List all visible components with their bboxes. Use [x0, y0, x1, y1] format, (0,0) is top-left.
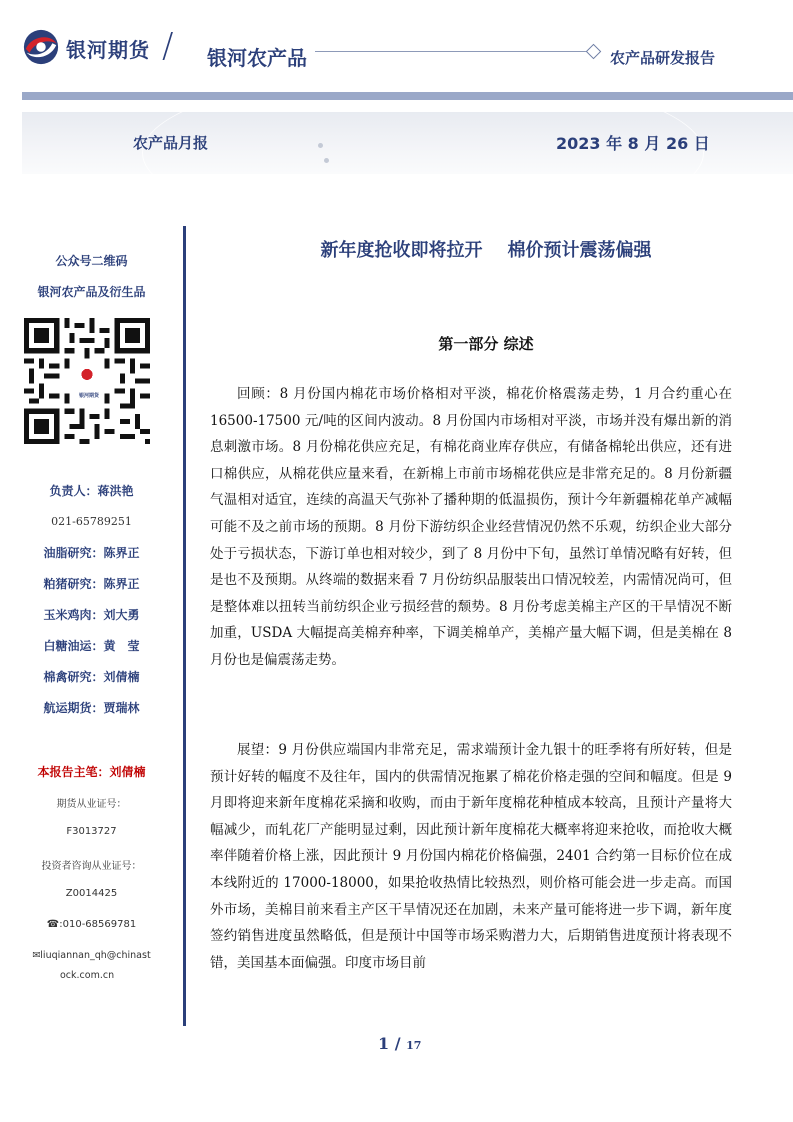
- page-separator: /: [389, 1034, 407, 1053]
- consult-label: 投资者咨询从业证号：: [41, 861, 142, 872]
- report-type: 农产品研发报告: [610, 49, 716, 67]
- analyst-item: 粕猪研究：陈界正: [43, 577, 140, 591]
- diamond-icon: [586, 44, 602, 60]
- analyst-item: 玉米鸡肉：刘大勇: [43, 608, 140, 622]
- analyst-item: 油脂研究：陈界正: [43, 546, 140, 560]
- sub-brand-name: 银河农产品: [207, 46, 307, 70]
- lead-analyst: 负责人：蒋洪艳: [49, 484, 134, 498]
- report-author: 本报告主笔：刘倩楠: [37, 765, 146, 779]
- qr-caption-account: 银河农产品及衍生品: [37, 285, 146, 299]
- report-title: 新年度抢收即将拉开 棉价预计震荡偏强: [320, 240, 652, 261]
- author-email-continued[interactable]: ock.com.cn: [60, 970, 115, 981]
- consult-number: Z0014425: [65, 888, 118, 899]
- analyst-item: 棉禽研究：刘倩楠: [43, 670, 140, 684]
- author-email[interactable]: ✉liuqiannan_qh@chinast: [32, 950, 151, 961]
- author-phone: ☎:010-68569781: [46, 919, 137, 930]
- qr-code-icon: [24, 318, 150, 444]
- outlook-text: 展望：9 月份供应端国内非常充足，需求端预计金九银十的旺季将有所好转，但是预计好转的幅度不及往年，国内的供需情况拖累了棉花价格走强的空间和幅度。但是 9 月即将迎来新年度棉花采摘和收购，而由于新年度棉花种植成本较高，且预计产量将大幅减少，而轧花厂产能明显过剩，因此预计新年度棉花大概率将迎来抢收，而抢收大概率伴随着价格上涨，因此预计 9 月份国内棉花价格偏强，2401 合约第一目标价位在成本线附近的 17000-18000，如果抢收热情比较热烈，则价格可能会进一步走高。而国外市场，美棉目前来看主产区干旱情况还在加剧，未来产量可能将进一步下调，新年度签约销售进度虽然略低，但是预计中国等市场采购潜力大，后期销售进度预计将表现不错，美国基本面偏强。印度市场目前: [210, 742, 732, 971]
- header-blue-band: [22, 92, 793, 100]
- review-text: 回顾：8 月份国内棉花市场价格相对平淡，棉花价格震荡走势，1 月合约重心在 16500-17500 元/吨的区间内波动。8 月份国内市场相对平淡，市场并没有爆出新的消息刺激市场。8 月份棉花供应充足，有棉花商业库存供应，有储备棉轮出供应，还有进口棉供应，从棉花供应量来看，在新棉上市前市场棉花供应是非常充足的。8 月份新疆气温相对适宜，连续的高温天气弥补了播种期的低温损伤，预计今年新疆棉花单产减幅可能不及之前市场的预期。8 月份下游纺织企业经营情况仍然不乐观，纺织企业大部分处于亏损状态，下游订单也相对较少，到了 8 月份中下旬，虽然订单情况略有好转，但是也不及预期。从终端的数据来看 7 月份纺织品服装出口情况较差，内需情况尚可，但是整体难以扭转当前纺织企业亏损经营的颓势。8 月份考虑美棉主产区的干旱情况不断加重，USDA 大幅提高美棉弃种率，下调美棉单产，美棉产量大幅下调，但是美棉在 8 月份也是偏震荡走势。: [210, 386, 732, 668]
- current-page: 1: [378, 1034, 390, 1053]
- report-date: 2023 年 8 月 26 日: [556, 134, 710, 153]
- analyst-item: 白糖油运：黄 莹: [43, 639, 140, 653]
- total-pages: 17: [406, 1039, 422, 1052]
- qr-caption: 公众号二维码: [55, 254, 128, 268]
- brand-name: 银河期货: [66, 38, 150, 62]
- section-heading: 第一部分 综述: [438, 335, 534, 353]
- galaxy-logo-icon: [22, 28, 60, 66]
- license-number: F3013727: [66, 826, 117, 837]
- decorative-dot: [318, 143, 323, 148]
- decorative-dot: [324, 158, 329, 163]
- outlook-paragraph: [210, 737, 732, 976]
- header-divider-line: [315, 51, 587, 52]
- license-label: 期货从业证号：: [56, 799, 127, 810]
- page-number: [378, 1034, 421, 1053]
- analyst-item: 航运期货：贾瑞林: [43, 701, 140, 715]
- brand-separator: /: [162, 26, 174, 66]
- review-paragraph: [210, 381, 732, 674]
- qr-center-label: 银河期货: [78, 393, 99, 399]
- report-kind: 农产品月报: [133, 134, 209, 152]
- lead-phone: 021-65789251: [51, 515, 132, 528]
